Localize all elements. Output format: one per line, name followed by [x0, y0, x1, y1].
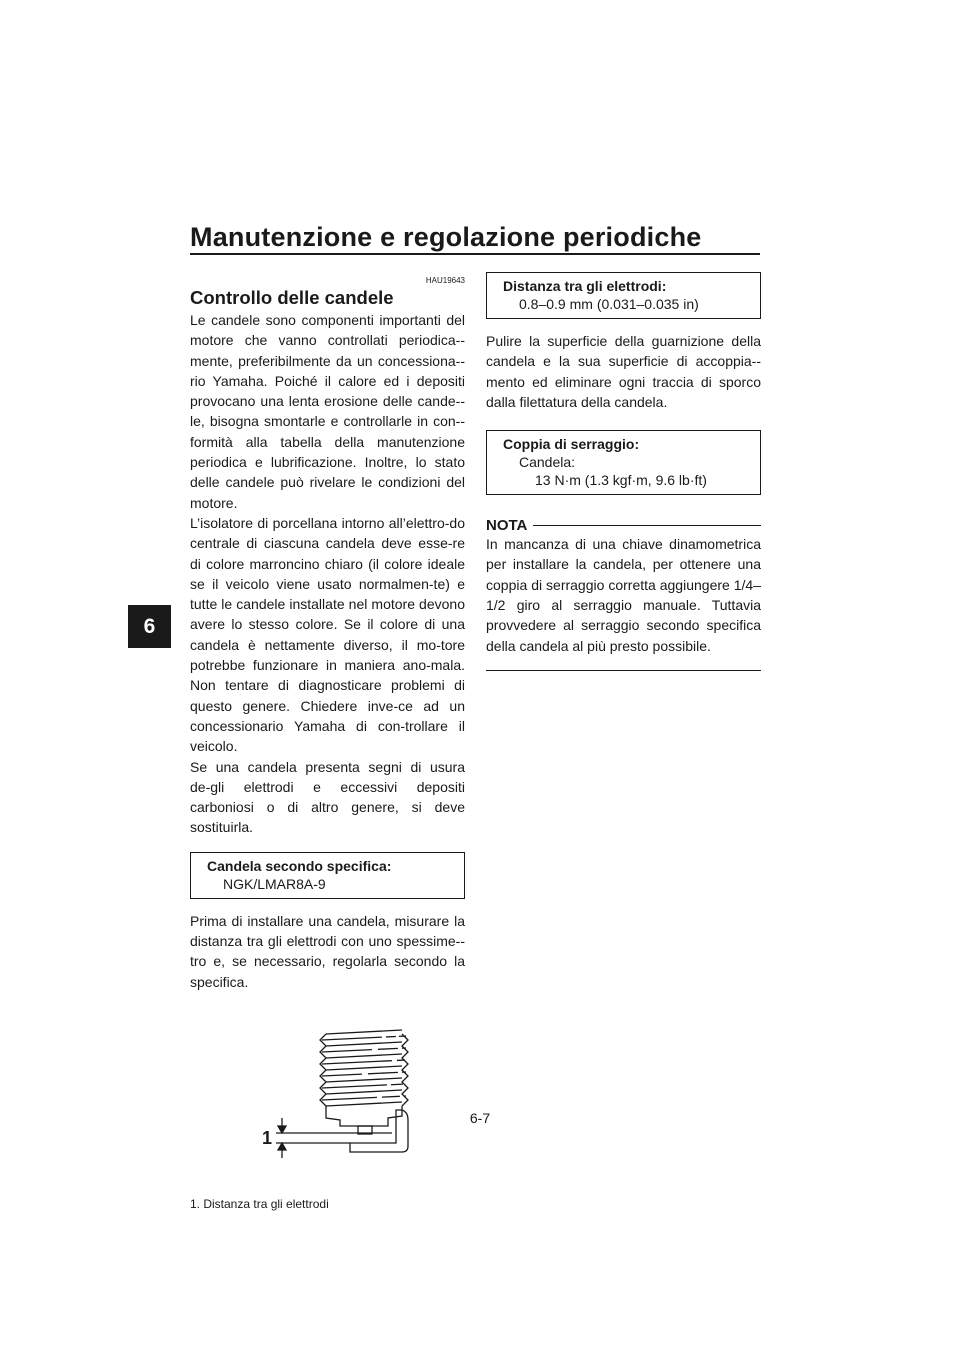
paragraph-insulator: L’isolatore di porcellana intorno all’elettro-do centrale di ciascuna candela deve esse-re di colore marroncino chiaro (il colore ideale se il veicolo viene usato normalmen-te) e tutte le candele installate nel motore devono avere lo stesso colore. Se il colore di una candela è nettamente diverso, il mo-tore potrebbe funzionare in maniera ano-mala. Non tentare di diagnosticare problemi di questo genere. Chiedere inve-ce ad un concessionario Yamaha di con-trollare il veicolo.	[190, 514, 465, 755]
paragraph-clean: Pulire la superficie della guarnizione della candela e la sua superficie di accoppia-mento ed eliminare ogni traccia di sporco dalla filettatura della candela.	[486, 333, 761, 410]
spec-value: NGK/LMAR8A-9	[223, 875, 326, 892]
paragraph-measure: Prima di installare una candela, misurare la distanza tra gli elettrodi con uno spessime-tro e, se necessario, regolarla secondo la specifica.	[190, 912, 465, 990]
figure-callout-1: 1	[262, 1127, 273, 1148]
paragraph-intro: Le candele sono componenti importanti del motore che vanno controllati periodica-mente, preferibilmente da un concessiona-rio Yamaha. Poiché il calore ed i depositi provocano una lenta erosione delle cande-le, bisogna smontarle e controllarle in con-formità alla tabella della manutenzione periodica e lubrificazione. Inoltre, lo stato delle candele può rivelare le condizioni del motore.	[190, 312, 465, 511]
spec-box-torque	[486, 430, 761, 495]
spec-sub-label: Candela:	[519, 454, 576, 471]
section-code: HAU19643	[425, 276, 465, 285]
spec-box-electrode-gap	[486, 272, 761, 319]
spec-label: Candela secondo specifica:	[207, 857, 392, 874]
spark-plug-figure	[190, 1000, 465, 1190]
nota-label: NOTA	[486, 517, 528, 535]
section-heading: Controllo delle candele	[190, 287, 394, 308]
figure-caption: 1. Distanza tra gli elettrodi	[190, 1196, 329, 1211]
nota-rule	[533, 525, 761, 526]
page-title: Manutenzione e regolazione periodiche	[190, 222, 702, 252]
spark-plug-illustration	[190, 1000, 465, 1190]
right-column	[486, 272, 761, 671]
nota-text: In mancanza di una chiave dinamometrica per installare la candela, per ottenere una coppia di serraggio corretta aggiungere 1/4–1/2 giro al serraggio manuale. Tuttavia provvedere al serraggio secondo specifica della candela al più presto possibile.	[486, 536, 761, 654]
chapter-tab: 6	[128, 605, 171, 648]
left-column	[190, 276, 465, 1212]
spec-box-spark-plug	[190, 852, 465, 899]
nota-end-rule	[486, 670, 761, 671]
spec-value: 0.8–0.9 mm (0.031–0.035 in)	[519, 296, 699, 312]
spec-value: 13 N·m (1.3 kgf·m, 9.6 lb·ft)	[535, 472, 707, 489]
title-rule	[190, 253, 760, 255]
spec-label: Coppia di serraggio:	[503, 436, 640, 453]
spec-label: Distanza tra gli elettrodi:	[503, 278, 667, 294]
nota-header	[486, 517, 761, 534]
page-number: 6-7	[469, 1110, 491, 1126]
paragraph-replace: Se una candela presenta segni di usura de-gli elettrodi e eccessivi depositi carboniosi o di altro genere, si deve sostituirla.	[190, 758, 465, 836]
